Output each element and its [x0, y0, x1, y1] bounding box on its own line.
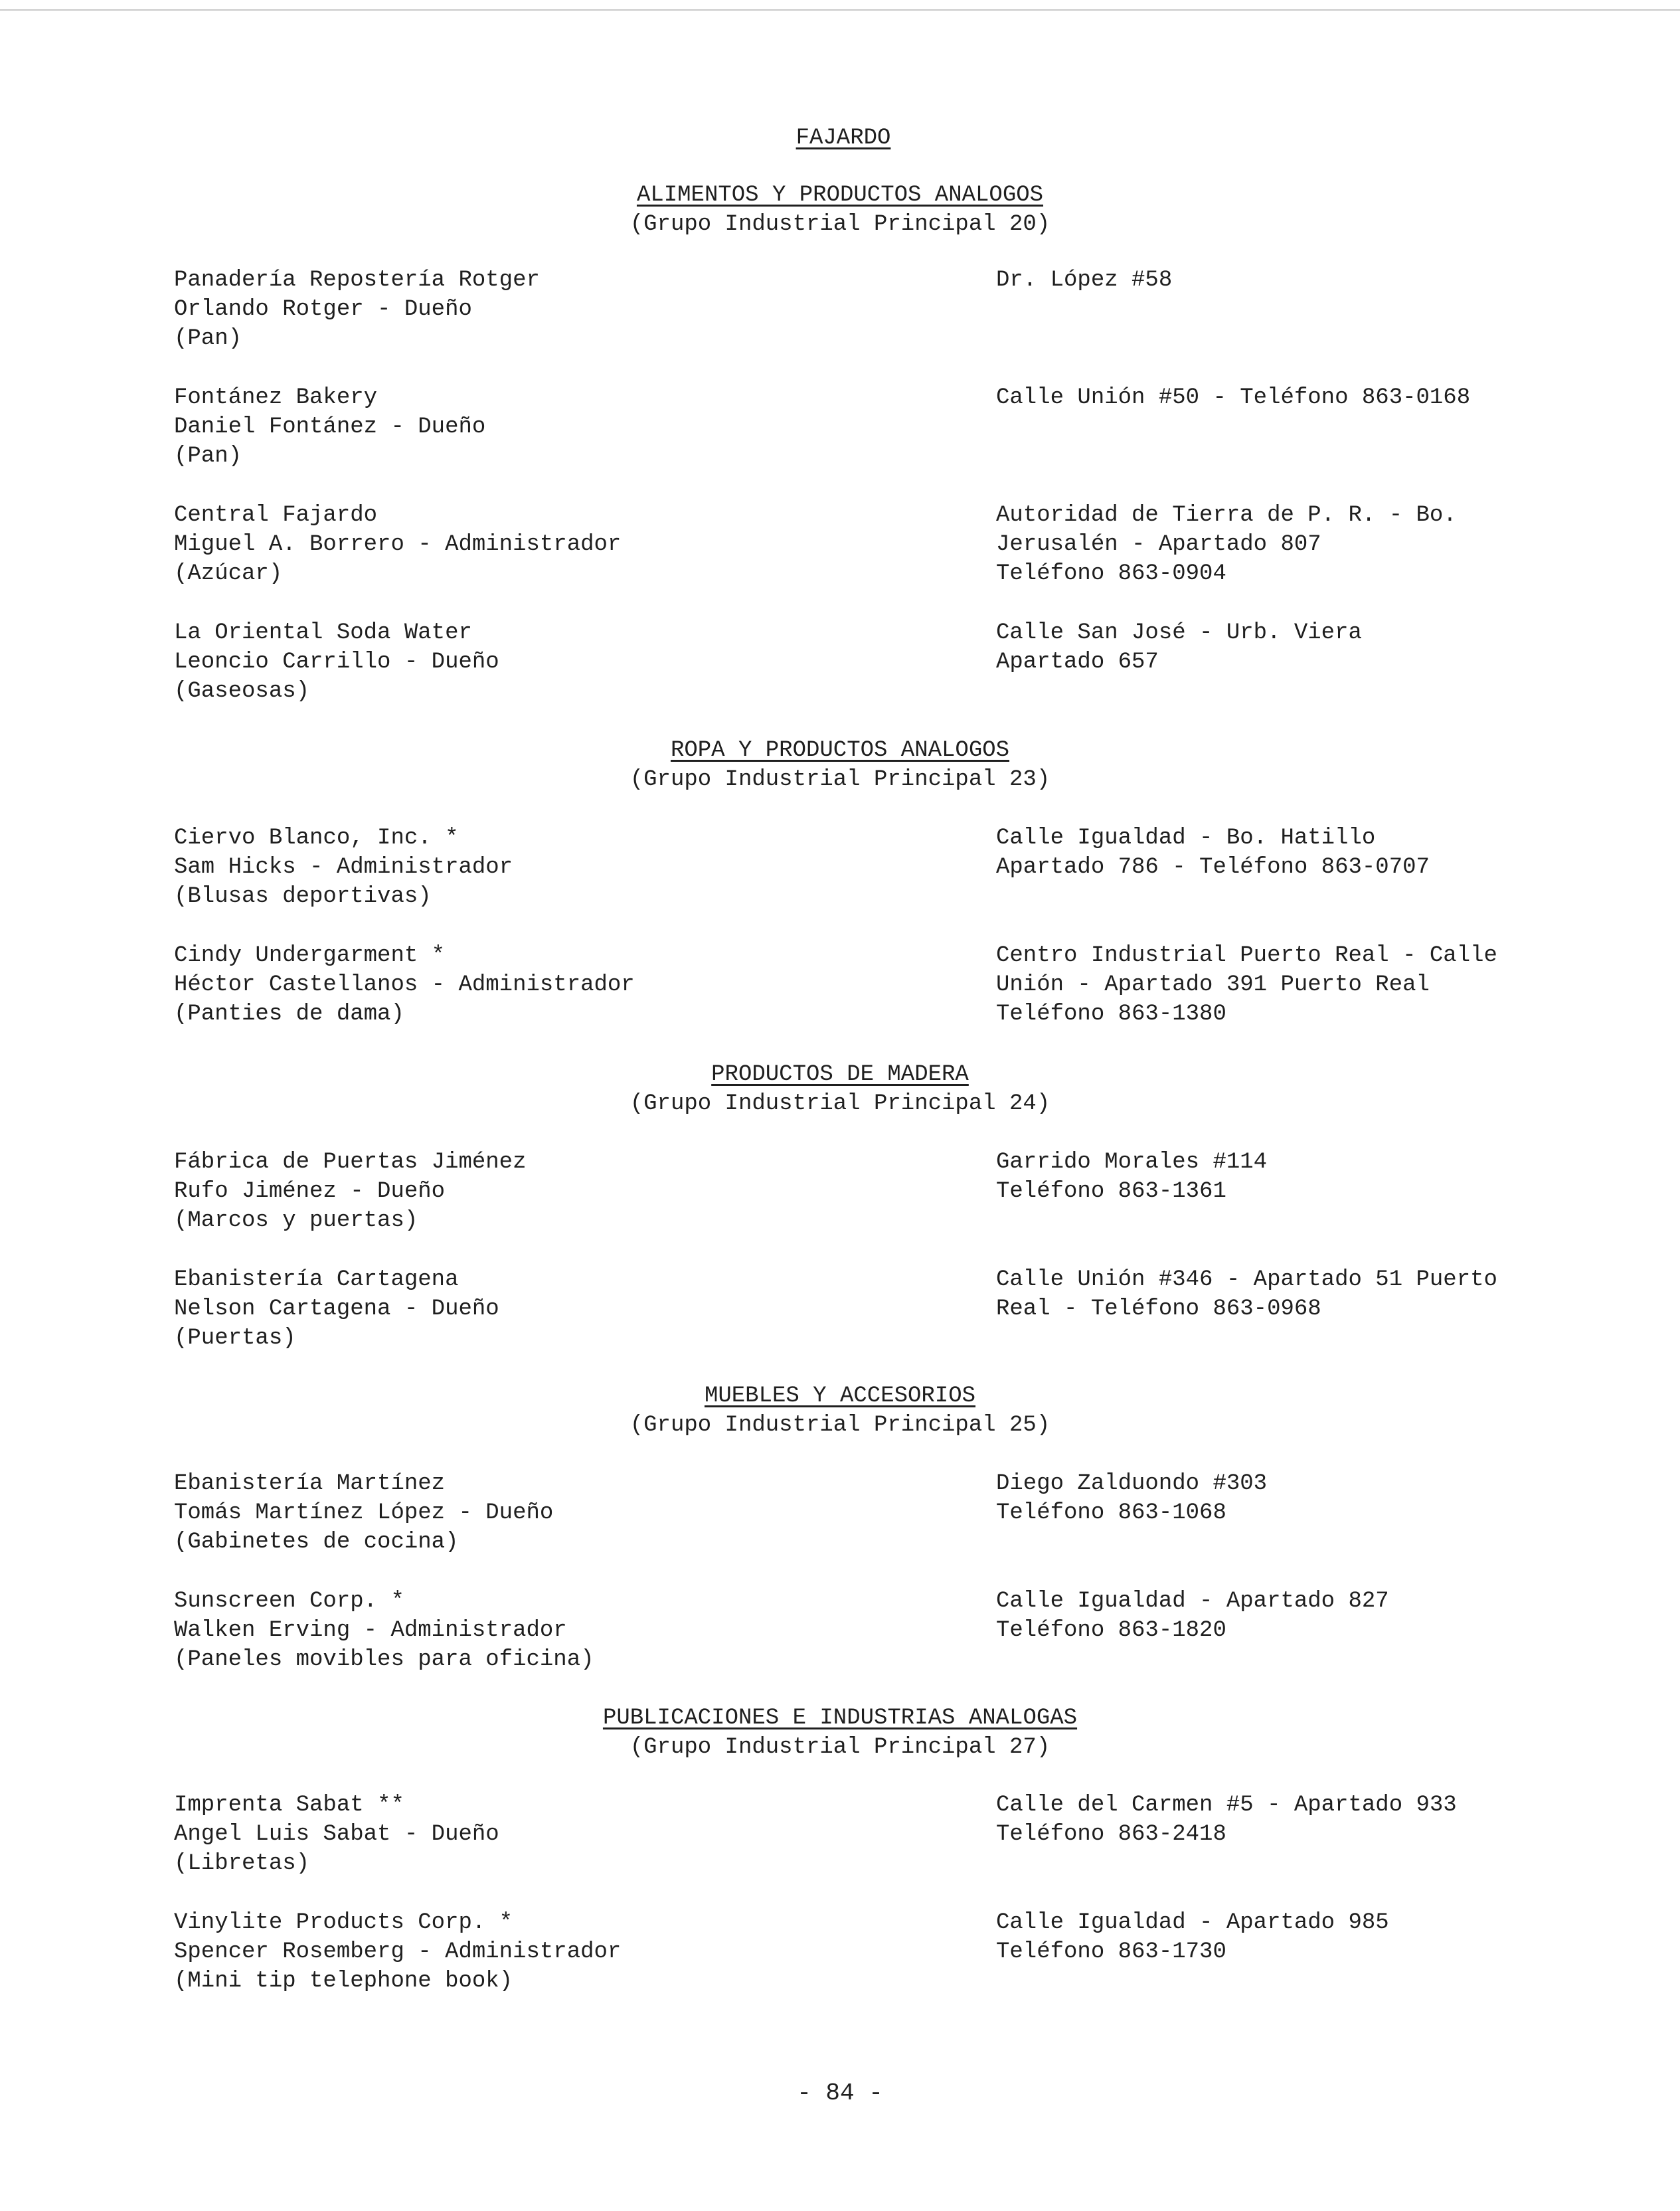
- section-group: (Grupo Industrial Principal 20): [630, 212, 1050, 237]
- company-contact: Sam Hicks - Administrador: [174, 855, 513, 880]
- address-line: Calle Unión #346 - Apartado 51 Puerto: [996, 1267, 1497, 1292]
- company-product: (Libretas): [174, 1851, 310, 1876]
- company-product: (Paneles movibles para oficina): [174, 1647, 594, 1672]
- company-info: [174, 1791, 499, 1878]
- address-line: Real - Teléfono 863-0968: [996, 1296, 1321, 1322]
- company-address: [996, 1587, 1389, 1645]
- company-name: Ebanistería Martínez: [174, 1471, 446, 1496]
- section-name: ROPA Y PRODUCTOS ANALOGOS: [670, 738, 1010, 763]
- section-heading-madera: [0, 1060, 1680, 1118]
- section-group: (Grupo Industrial Principal 23): [630, 767, 1050, 792]
- company-product: (Blusas deportivas): [174, 884, 432, 909]
- company-info: [174, 383, 485, 471]
- company-address: [996, 1265, 1497, 1324]
- company-contact: Walken Erving - Administrador: [174, 1618, 567, 1643]
- address-line: Apartado 786 - Teléfono 863-0707: [996, 855, 1430, 880]
- company-address: [996, 1469, 1267, 1528]
- company-contact: Héctor Castellanos - Administrador: [174, 972, 635, 998]
- company-address: [996, 266, 1172, 295]
- company-name: Ciervo Blanco, Inc. *: [174, 826, 459, 851]
- company-info: [174, 1587, 594, 1674]
- address-line: Calle San José - Urb. Viera: [996, 620, 1362, 646]
- address-line: Calle Unión #50 - Teléfono 863-0168: [996, 385, 1471, 410]
- company-info: [174, 941, 635, 1029]
- address-line: Unión - Apartado 391 Puerto Real: [996, 972, 1430, 998]
- company-product: (Gaseosas): [174, 679, 310, 704]
- company-name: Central Fajardo: [174, 503, 378, 528]
- company-name: Fontánez Bakery: [174, 385, 378, 410]
- page-number: - 84 -: [797, 2079, 883, 2107]
- company-info: [174, 266, 540, 353]
- company-product: (Azúcar): [174, 561, 283, 586]
- company-contact: Tomás Martínez López - Dueño: [174, 1500, 554, 1526]
- company-contact: Miguel A. Borrero - Administrador: [174, 532, 622, 557]
- address-line: Jerusalén - Apartado 807: [996, 532, 1321, 557]
- address-line: Teléfono 863-1730: [996, 1939, 1226, 1965]
- company-address: [996, 501, 1457, 588]
- address-line: Teléfono 863-0904: [996, 561, 1226, 586]
- company-address: [996, 824, 1430, 882]
- company-contact: Nelson Cartagena - Dueño: [174, 1296, 499, 1322]
- company-product: (Gabinetes de cocina): [174, 1530, 459, 1555]
- company-info: [174, 1265, 499, 1353]
- company-contact: Rufo Jiménez - Dueño: [174, 1179, 446, 1204]
- company-contact: Daniel Fontánez - Dueño: [174, 414, 486, 440]
- company-contact: Leoncio Carrillo - Dueño: [174, 650, 499, 675]
- address-line: Teléfono 863-1380: [996, 1002, 1226, 1027]
- company-name: Ebanistería Cartagena: [174, 1267, 459, 1292]
- section-name: ALIMENTOS Y PRODUCTOS ANALOGOS: [636, 183, 1044, 208]
- company-product: (Mini tip telephone book): [174, 1969, 513, 1994]
- section-heading-alimentos: [0, 181, 1680, 239]
- company-product: (Puertas): [174, 1326, 296, 1351]
- company-name: Imprenta Sabat **: [174, 1793, 404, 1818]
- address-line: Diego Zalduondo #303: [996, 1471, 1268, 1496]
- section-heading-publicaciones: [0, 1704, 1680, 1762]
- company-info: [174, 824, 513, 911]
- section-name: MUEBLES Y ACCESORIOS: [704, 1383, 976, 1409]
- section-name: PRODUCTOS DE MADERA: [711, 1062, 969, 1087]
- address-line: Teléfono 863-2418: [996, 1822, 1226, 1847]
- company-address: [996, 941, 1497, 1029]
- company-info: [174, 1469, 553, 1557]
- section-name: PUBLICACIONES E INDUSTRIAS ANALOGAS: [602, 1706, 1078, 1731]
- company-info: [174, 501, 621, 588]
- company-contact: Orlando Rotger - Dueño: [174, 297, 472, 322]
- company-product: (Marcos y puertas): [174, 1208, 418, 1233]
- address-line: Autoridad de Tierra de P. R. - Bo.: [996, 503, 1457, 528]
- page-title: [0, 124, 1680, 153]
- section-group: (Grupo Industrial Principal 25): [630, 1413, 1050, 1438]
- company-product: (Pan): [174, 444, 242, 469]
- address-line: Calle del Carmen #5 - Apartado 933: [996, 1793, 1457, 1818]
- address-line: Teléfono 863-1068: [996, 1500, 1226, 1526]
- page-title-text: FAJARDO: [796, 126, 891, 151]
- company-address: [996, 1791, 1457, 1849]
- company-address: [996, 1908, 1389, 1967]
- company-name: Vinylite Products Corp. *: [174, 1910, 513, 1935]
- section-group: (Grupo Industrial Principal 24): [630, 1091, 1050, 1116]
- company-address: [996, 618, 1362, 677]
- company-info: [174, 1908, 621, 1996]
- address-line: Teléfono 863-1820: [996, 1618, 1226, 1643]
- address-line: Calle Igualdad - Bo. Hatillo: [996, 826, 1376, 851]
- address-line: Dr. López #58: [996, 268, 1173, 293]
- address-line: Calle Igualdad - Apartado 985: [996, 1910, 1389, 1935]
- company-address: [996, 383, 1470, 412]
- address-line: Teléfono 863-1361: [996, 1179, 1226, 1204]
- scan-top-edge: [0, 9, 1680, 11]
- company-info: [174, 618, 499, 706]
- company-contact: Angel Luis Sabat - Dueño: [174, 1822, 499, 1847]
- company-name: La Oriental Soda Water: [174, 620, 472, 646]
- address-line: Garrido Morales #114: [996, 1150, 1268, 1175]
- section-group: (Grupo Industrial Principal 27): [630, 1735, 1050, 1760]
- company-name: Sunscreen Corp. *: [174, 1589, 404, 1614]
- company-name: Panadería Repostería Rotger: [174, 268, 540, 293]
- section-heading-ropa: [0, 736, 1680, 794]
- address-line: Apartado 657: [996, 650, 1159, 675]
- company-product: (Pan): [174, 326, 242, 351]
- company-name: Fábrica de Puertas Jiménez: [174, 1150, 527, 1175]
- section-heading-muebles: [0, 1381, 1680, 1440]
- company-product: (Panties de dama): [174, 1002, 404, 1027]
- company-contact: Spencer Rosemberg - Administrador: [174, 1939, 622, 1965]
- company-address: [996, 1148, 1267, 1206]
- address-line: Centro Industrial Puerto Real - Calle: [996, 943, 1497, 968]
- company-info: [174, 1148, 527, 1235]
- address-line: Calle Igualdad - Apartado 827: [996, 1589, 1389, 1614]
- company-name: Cindy Undergarment *: [174, 943, 446, 968]
